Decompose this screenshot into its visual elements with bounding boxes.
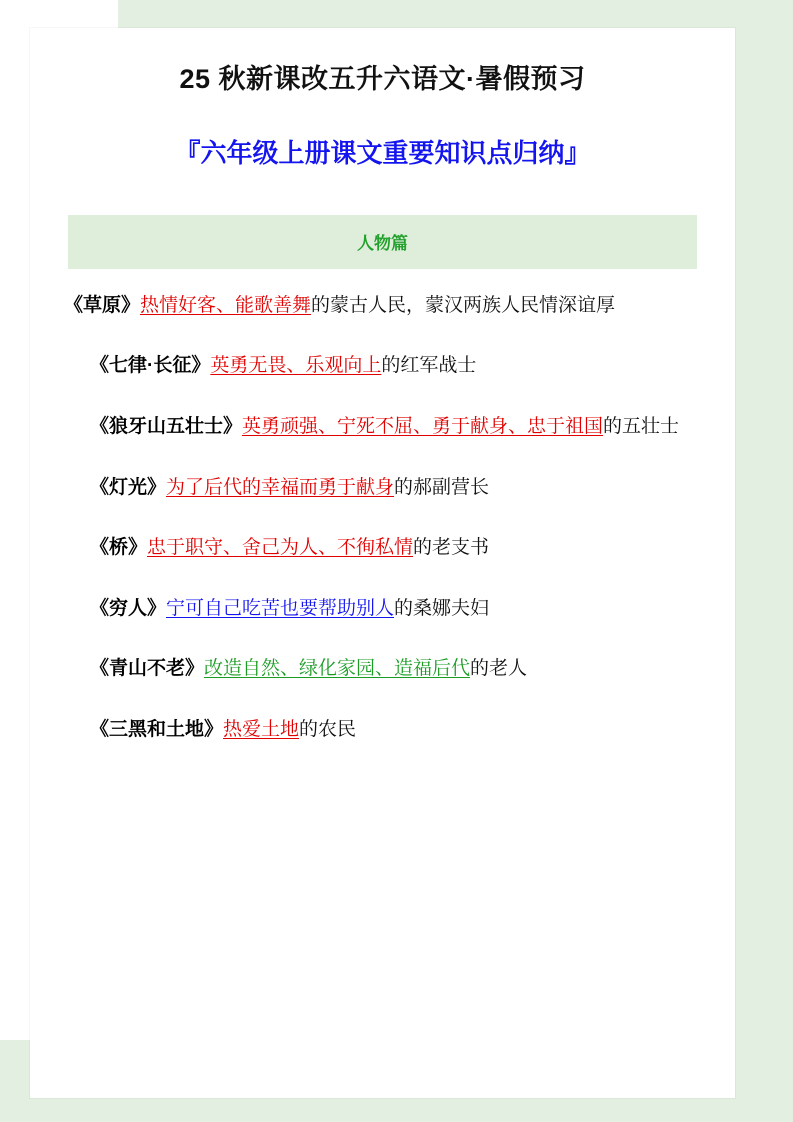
section-banner: [68, 215, 697, 269]
entry-tail-text: 的老人: [470, 658, 528, 680]
entry-work-title: 《青山不老》: [90, 658, 205, 680]
list-item: [64, 283, 701, 330]
list-item: [64, 343, 701, 390]
entry-tail-text: 的红军战士: [381, 355, 477, 377]
entry-highlight: 英勇无畏、乐观向上: [210, 355, 382, 377]
entry-highlight: 为了后代的幸福而勇于献身: [166, 476, 395, 498]
list-item: [64, 404, 701, 451]
entry-highlight: 热爱土地: [223, 718, 300, 740]
list-item: [64, 525, 701, 572]
entry-highlight: 英勇顽强、宁死不屈、勇于献身、忠于祖国: [242, 415, 604, 437]
entry-work-title: 《三黑和土地》: [90, 718, 224, 740]
entry-tail-text: 的郝副营长: [394, 476, 490, 498]
entry-work-title: 《狼牙山五壮士》: [90, 415, 243, 437]
entry-tail-text: 的五壮士: [603, 415, 680, 437]
entry-highlight: 改造自然、绿化家园、造福后代: [204, 658, 471, 680]
entry-work-title: 《桥》: [90, 537, 148, 559]
list-item: [64, 586, 701, 633]
entry-tail-text: 的蒙古人民，蒙汉两族人民情深谊厚: [311, 294, 616, 316]
entry-work-title: 《草原》: [64, 294, 141, 316]
entry-tail-text: 的老支书: [413, 537, 490, 559]
list-item: [64, 707, 701, 754]
entry-tail-text: 的农民: [299, 718, 357, 740]
document-body: [30, 28, 735, 753]
entry-highlight: 宁可自己吃苦也要帮助别人: [166, 597, 395, 619]
document-card: [30, 28, 735, 1098]
entry-work-title: 《七律·长征》: [90, 355, 211, 377]
entry-tail-text: 的桑娜夫妇: [394, 597, 490, 619]
list-item: [64, 646, 701, 693]
entry-highlight: 热情好客、能歌善舞: [140, 294, 312, 316]
entry-work-title: 《穷人》: [90, 597, 167, 619]
section-banner-label: 人物篇: [357, 234, 408, 254]
page-title: 25 秋新课改五升六语文·暑假预习: [179, 64, 586, 94]
knowledge-point-list: [56, 283, 709, 753]
entry-work-title: 《灯光》: [90, 476, 167, 498]
list-item: [64, 465, 701, 512]
entry-highlight: 忠于职守、舍己为人、不徇私情: [147, 537, 414, 559]
page-subtitle: 『六年级上册课文重要知识点归纳』: [174, 138, 591, 169]
